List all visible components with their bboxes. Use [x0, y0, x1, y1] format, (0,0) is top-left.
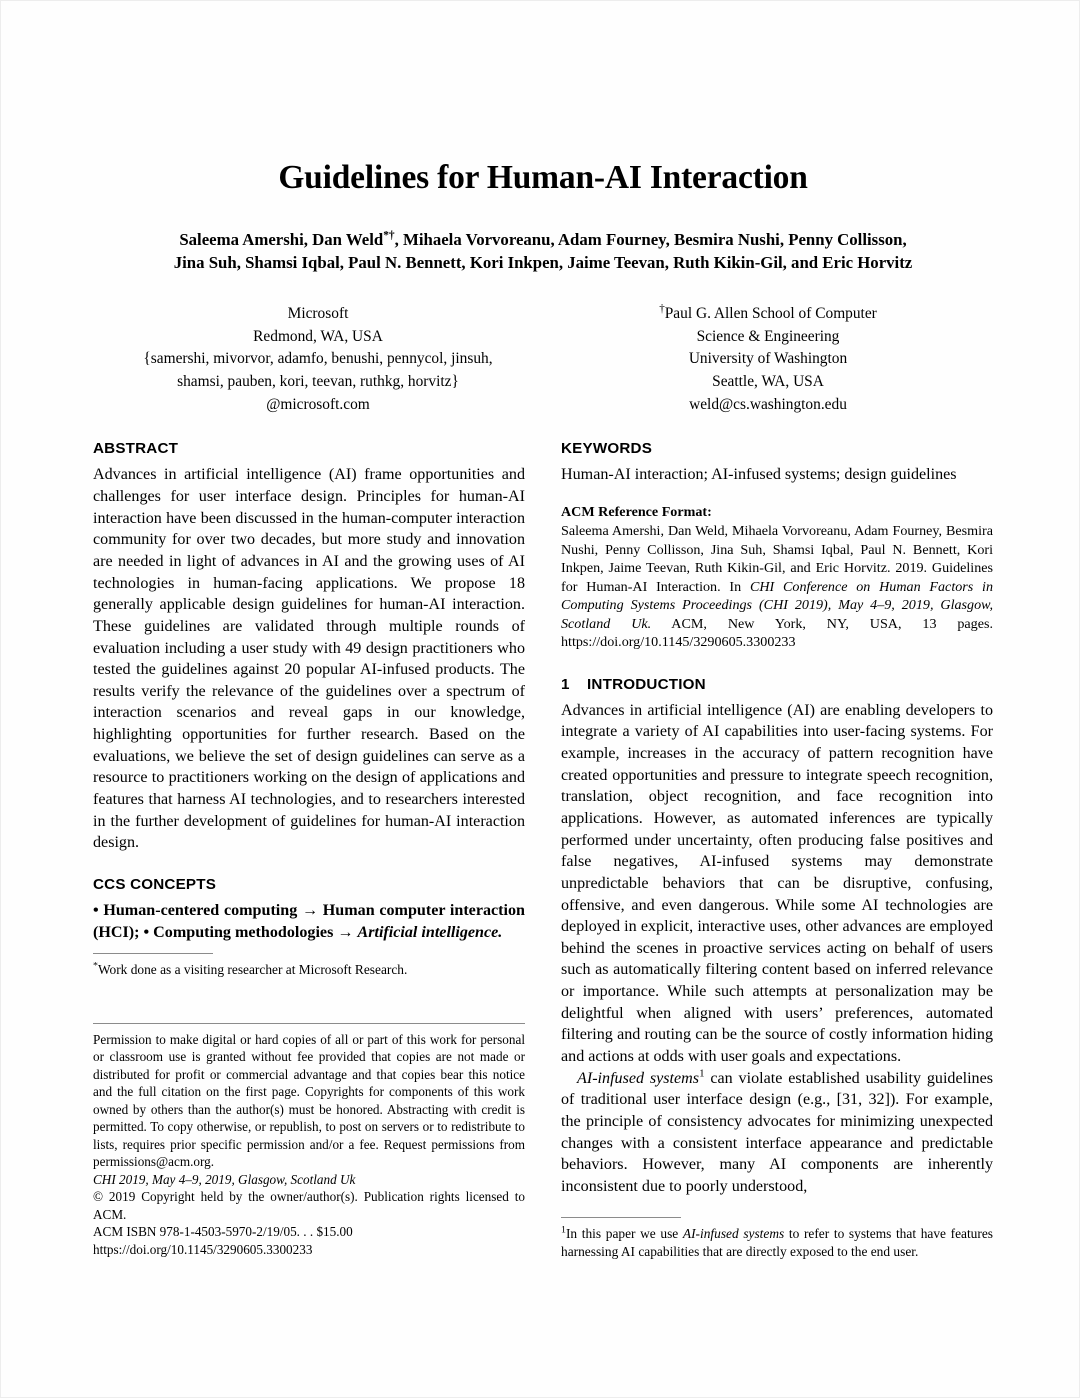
- affiliation-line: Science & Engineering: [696, 327, 840, 345]
- affiliation-line: {samershi, mivorvor, adamfo, benushi, pennycol, jinsuh,: [143, 350, 493, 368]
- ccs-concepts-text: [93, 900, 525, 943]
- acm-reference-text: [561, 522, 993, 652]
- footnote-one-part-1: In this paper we use: [565, 1226, 683, 1241]
- footnote-one-text: [561, 1225, 993, 1261]
- ai-infused-systems-term: AI-infused systems: [577, 1069, 700, 1087]
- footnote-one-marker: 1: [561, 1224, 566, 1236]
- footnote-star-body: Work done as a visiting researcher at Microsoft Research.: [97, 962, 408, 977]
- footnote-star-text: [93, 961, 525, 979]
- page-content: [93, 1, 993, 1399]
- footnote-one-italic: AI-infused systems: [682, 1226, 785, 1241]
- doi-link[interactable]: https://doi.org/10.1145/3290605.3300233: [93, 1241, 313, 1257]
- footnote-one-part-2: to refer to systems that have features harnessing AI capabilities that are directly exposed to the end user.: [561, 1226, 993, 1259]
- author-affiliation-marker: *†: [383, 228, 395, 241]
- isbn-line: ACM ISBN 978-1-4503-5970-2/19/05. . . $15.00: [93, 1224, 353, 1240]
- affiliation-line-text: Paul G. Allen School of Computer: [664, 305, 877, 323]
- permission-text: Permission to make digital or hard copies of all or part of this work for personal or classroom use is granted without fee provided that copies are not made or distributed for profit or commercial advantage and that copies bear this notice and the full citation on the first page. Copyrights for components of this work owned by others than the author(s) must be honored. Abstracting with credit is permitted. To copy otherwise, or republish, to post on servers or to redistribute to lists, requires prior specific permission and/or a fee. Request permissions from permissions@acm.org.: [93, 1032, 525, 1170]
- footnote-rule: [561, 1217, 681, 1218]
- acm-ref-part-2: ACM, New York, NY, USA, 13 pages. https://doi.org/10.1145/3290605.3300233: [561, 615, 993, 651]
- affiliation-line: Seattle, WA, USA: [712, 373, 824, 391]
- abstract-text: Advances in artificial intelligence (AI) frame opportunities and challenges for user interface design. Principles for human-AI interaction have been discussed in the human-computer interaction community for over two decades, but more study and innovation are needed in light of advances in AI and the growing uses of AI technologies in human-facing applications. We propose 18 generally applicable design guidelines for human-AI interaction. These guidelines are validated through multiple rounds of evaluation including a user study with 49 design practitioners who tested the guidelines against 20 popular AI-infused products. The results verify the relevance of the guidelines over a spectrum of interaction scenarios and reveal gaps in our knowledge, highlighting opportunities for further research. Based on the evaluations, we believe the set of design guidelines can serve as a resource to practitioners working on the design of applications and features that harness AI technologies, and to researchers interested in the further development of guidelines for human-AI interaction design.: [93, 466, 525, 852]
- footnote-ref-1[interactable]: 1: [699, 1067, 705, 1080]
- abstract-heading: ABSTRACT: [93, 440, 179, 458]
- introduction-paragraph-1: Advances in artificial intelligence (AI) are enabling developers to integrate a variety of AI capabilities into user-facing systems. For example, increases in the accuracy of pattern recognition have created opportunities and pressure to integrate speech recognition, translation, object recognition, and face recognition into applications. However, as automated inferences are typically performed under uncertainty, often producing false positives and false negatives, AI-infused systems may demonstrate unpredictable behaviors that can be disruptive, confusing, offensive, and even dangerous. While some AI technologies are deployed in explicit, interactive uses, other advances are employed behind the scenes in proactive services acting on behalf of users such as automatically filtering content based on inferred relevance or importance. While such attempts at personalization may be delightful when aligned with users’ preferences, automated filtering and routing can be the source of costly information hiding and actions at odds with user goals and expectations.: [561, 701, 993, 1066]
- ccs-part-2-italic: Artificial intelligence.: [357, 923, 503, 941]
- footnote-one-block: [561, 1217, 993, 1261]
- conference-line: CHI 2019, May 4–9, 2019, Glasgow, Scotland Uk: [93, 1171, 356, 1187]
- affiliation-line: @microsoft.com: [266, 395, 370, 413]
- copyright-block: [93, 1023, 525, 1258]
- affiliation-line-first: [543, 303, 993, 326]
- introduction-paragraph-2: [561, 1068, 993, 1198]
- affiliation-block: [93, 303, 993, 416]
- right-column: [561, 440, 993, 1197]
- ccs-heading: CCS CONCEPTS: [93, 875, 217, 893]
- footnote-star-marker: *: [93, 960, 98, 972]
- copyright-rule: [93, 1023, 525, 1024]
- affiliation-uw: [543, 303, 993, 416]
- section-title: INTRODUCTION: [587, 675, 706, 693]
- acm-ref-part-1: Saleema Amershi, Dan Weld, Mihaela Vorvoreanu, Adam Fourney, Besmira Nushi, Penny Collisson, Jina Suh, Shamsi Iqbal, Paul N. Bennett, Kori Inkpen, Jaime Teevan, Ruth Kikin-Gil, and Eric Horvitz. 2019. Guidelines for Human-AI Interaction. In: [561, 523, 993, 595]
- page-title: Guidelines for Human-AI Interaction: [278, 159, 808, 196]
- keywords-heading: KEYWORDS: [561, 440, 653, 458]
- affiliation-microsoft: [93, 303, 543, 416]
- acm-ref-italic: CHI Conference on Human Factors in Computing Systems Proceedings (CHI 2019), May 4–9, 2019, Glasgow, Scotland Uk.: [561, 578, 993, 632]
- section-number: 1: [561, 675, 570, 693]
- author-line-1-rest: , Mihaela Vorvoreanu, Adam Fourney, Besmira Nushi, Penny Collisson,: [394, 229, 907, 249]
- ccs-part-1: • Human-centered computing → Human computer interaction (HCI); • Computing methodologies →: [93, 901, 525, 941]
- left-column: [93, 440, 525, 943]
- affiliation-dagger-marker: †: [659, 303, 665, 316]
- footnote-rule: [93, 953, 213, 954]
- introduction-paragraph-2-rest: can violate established usability guidelines of traditional user interface design (e.g., [31, 32]). For example, the principle of consistency advocates for minimizing unexpected changes with a consistent interface appearance and predictable behaviors. However, many AI components are inherently inconsistent due to poorly understood,: [561, 1069, 993, 1195]
- rights-line: © 2019 Copyright held by the owner/author(s). Publication rights licensed to ACM.: [93, 1189, 525, 1222]
- keywords-text: Human-AI interaction; AI-infused systems; design guidelines: [561, 466, 957, 484]
- affiliation-line: Redmond, WA, USA: [253, 327, 383, 345]
- affiliation-line: Microsoft: [287, 305, 349, 323]
- affiliation-line: University of Washington: [688, 350, 848, 368]
- acm-reference-heading: ACM Reference Format:: [561, 504, 712, 521]
- affiliation-line: shamsi, pauben, kori, teevan, ruthkg, horvitz}: [177, 373, 459, 391]
- affiliation-line: weld@cs.washington.edu: [689, 395, 847, 413]
- author-list: [93, 228, 993, 276]
- author-line-2: Jina Suh, Shamsi Iqbal, Paul N. Bennett, Kori Inkpen, Jaime Teevan, Ruth Kikin-Gil, and Eric Horvitz: [173, 253, 913, 273]
- introduction-heading: [561, 676, 993, 693]
- author-line-1: Saleema Amershi, Dan Weld: [179, 229, 384, 249]
- footnote-star-block: [93, 953, 525, 979]
